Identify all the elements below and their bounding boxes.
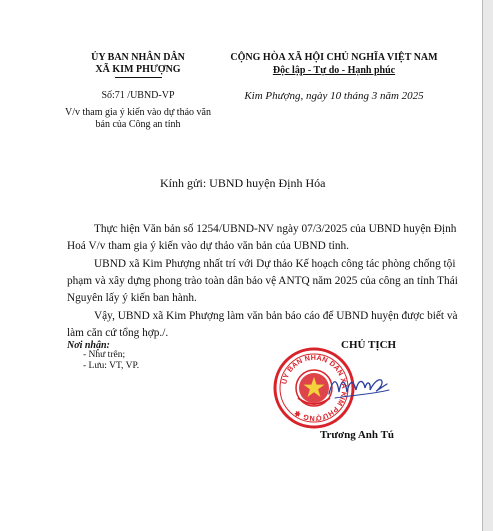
handwritten-signature-icon bbox=[325, 368, 395, 408]
subject-line1: V/v tham gia ý kiến vào dự thảo văn bbox=[65, 107, 211, 118]
recipient-item: - Như trên; bbox=[83, 350, 126, 360]
agency-name-line2: XÃ KIM PHƯỢNG bbox=[95, 64, 181, 75]
viewer-scroll-gutter bbox=[483, 0, 493, 531]
signer-name: Trương Anh Tú bbox=[320, 429, 395, 441]
signer-title: CHỦ TỊCH bbox=[341, 339, 397, 351]
paragraph-3-line-2: làm căn cứ tổng hợp./. bbox=[67, 327, 169, 339]
paragraph-1-line-1: Thực hiện Văn bản số 1254/UBND-NV ngày 07/3/2025 của UBND huyện Định bbox=[94, 223, 457, 235]
nation-title: CỘNG HÒA XÃ HỘI CHỦ NGHĨA VIỆT NAM bbox=[230, 52, 438, 63]
national-motto: Độc lập - Tự do - Hạnh phúc bbox=[272, 65, 396, 76]
paragraph-1-line-2: Hoá V/v tham gia ý kiến vào dự thảo văn bản của UBND tỉnh. bbox=[67, 240, 350, 252]
paragraph-2-line-2: phạm và xây dựng phong trào toàn dân bảo vệ ANTQ năm 2025 của công an tỉnh Thái bbox=[67, 275, 458, 287]
place-date: Kim Phượng, ngày 10 tháng 3 năm 2025 bbox=[244, 90, 424, 102]
paragraph-2-line-1: UBND xã Kim Phượng nhất trí với Dự thảo Kế hoạch công tác phòng chống tội bbox=[94, 258, 456, 270]
document-number: Số:71 /UBND-VP bbox=[101, 90, 175, 101]
paragraph-2-line-3: Nguyên lấy ý kiến ban hành. bbox=[67, 292, 197, 304]
agency-underline bbox=[115, 77, 162, 78]
recipient-item: - Lưu: VT, VP. bbox=[83, 361, 140, 371]
paragraph-3-line-1: Vậy, UBND xã Kim Phượng làm văn bản báo cáo để UBND huyện được biết và bbox=[94, 310, 458, 322]
recipients-label: Nơi nhận: bbox=[67, 340, 110, 351]
subject-line2: bản của Công an tỉnh bbox=[95, 119, 181, 130]
svg-text:ỦY BAN NHÂN DÂN XÃ KIM PHƯỢNG: ỦY BAN NHÂN DÂN XÃ KIM PHƯỢNG ✱ bbox=[279, 352, 350, 424]
recipient-line: Kính gửi: UBND huyện Định Hóa bbox=[160, 176, 326, 190]
agency-name-line1: ỦY BAN NHÂN DÂN bbox=[91, 52, 185, 63]
